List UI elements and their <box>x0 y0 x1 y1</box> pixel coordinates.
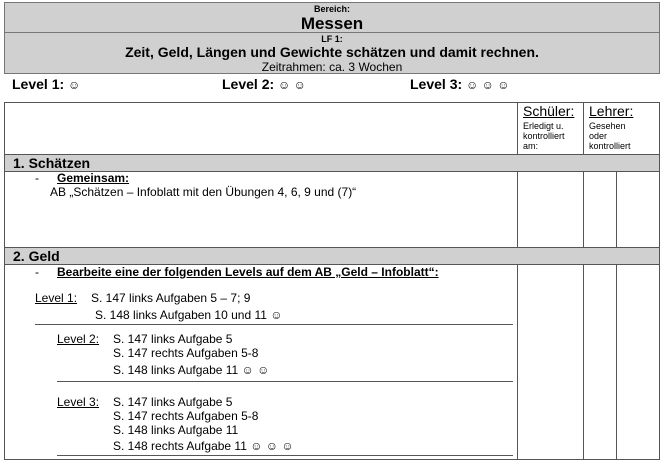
geld-instruction: Bearbeite eine der folgenden Levels auf dem AB „Geld – Infoblatt“: <box>57 265 439 279</box>
lf-title: Zeit, Geld, Längen und Gewichte schätzen und damit rechnen. <box>125 44 539 60</box>
column-divider <box>616 155 617 459</box>
level-2-label: Level 2: <box>222 76 275 92</box>
geld-level-3-line: S. 148 links Aufgabe 11 <box>113 423 239 437</box>
bereich-title: Messen <box>300 14 364 33</box>
level-2-legend <box>222 75 306 94</box>
level-1-label: Level 1: <box>12 76 65 92</box>
geld-level-2-line: S. 147 rechts Aufgaben 5-8 <box>113 346 259 360</box>
schueler-column-sub: Erledigt u. <box>523 121 564 131</box>
section-header-schaetzen <box>5 154 659 172</box>
smiley-icon: ☺ ☺ ☺ <box>466 78 510 92</box>
bereich-label: Bereich: <box>313 4 350 14</box>
lf-header <box>4 33 660 74</box>
smiley-icon: ☺ <box>68 78 81 92</box>
lf-label: LF 1: <box>321 34 343 44</box>
geld-level-2-label: Level 2: <box>57 332 100 346</box>
bullet-dash: - <box>35 171 39 185</box>
schueler-column-sub: am: <box>523 141 539 151</box>
smiley-icon: ☺ ☺ <box>278 78 306 92</box>
geld-level-3-line: S. 148 rechts Aufgabe 11 ☺ ☺ ☺ <box>113 439 294 453</box>
level-3-legend <box>410 75 509 94</box>
level-3-label: Level 3: <box>410 76 463 92</box>
zeitrahmen: Zeitrahmen: ca. 3 Wochen <box>261 60 403 74</box>
section-header-geld <box>5 247 659 265</box>
schueler-column-title: Schüler: <box>523 103 575 119</box>
divider <box>57 455 513 456</box>
gemeinsam-heading: Gemeinsam: <box>57 171 130 185</box>
geld-level-2-line: S. 148 links Aufgabe 11 ☺ ☺ <box>113 363 270 377</box>
lehrer-column-sub: Gesehen <box>589 121 626 131</box>
bereich-header <box>4 2 660 33</box>
schaetzen-task: AB „Schätzen – Infoblatt mit den Übungen 4, 6, 9 und (7)“ <box>50 185 357 199</box>
geld-level-1-line: S. 148 links Aufgaben 10 und 11 ☺ <box>95 308 283 322</box>
geld-level-1-label: Level 1: <box>35 291 78 305</box>
task-table <box>4 102 660 460</box>
geld-level-3-label: Level 3: <box>57 395 100 409</box>
lehrer-column-sub: oder <box>589 131 608 141</box>
level-1-legend <box>12 75 80 94</box>
section-title: 1. Schätzen <box>13 155 91 171</box>
lehrer-column-title: Lehrer: <box>589 103 634 119</box>
divider <box>35 324 513 325</box>
bullet-dash: - <box>35 265 39 279</box>
section-title: 2. Geld <box>13 248 60 264</box>
geld-level-3-line: S. 147 rechts Aufgaben 5-8 <box>113 409 259 423</box>
schueler-column-sub: kontrolliert <box>523 131 565 141</box>
geld-level-2-line: S. 147 links Aufgabe 5 <box>113 332 233 346</box>
divider <box>57 381 513 382</box>
lehrer-column-sub: kontrolliert <box>589 141 631 151</box>
geld-level-3-line: S. 147 links Aufgabe 5 <box>113 395 233 409</box>
geld-level-1-line: S. 147 links Aufgaben 5 – 7; 9 <box>91 291 251 305</box>
